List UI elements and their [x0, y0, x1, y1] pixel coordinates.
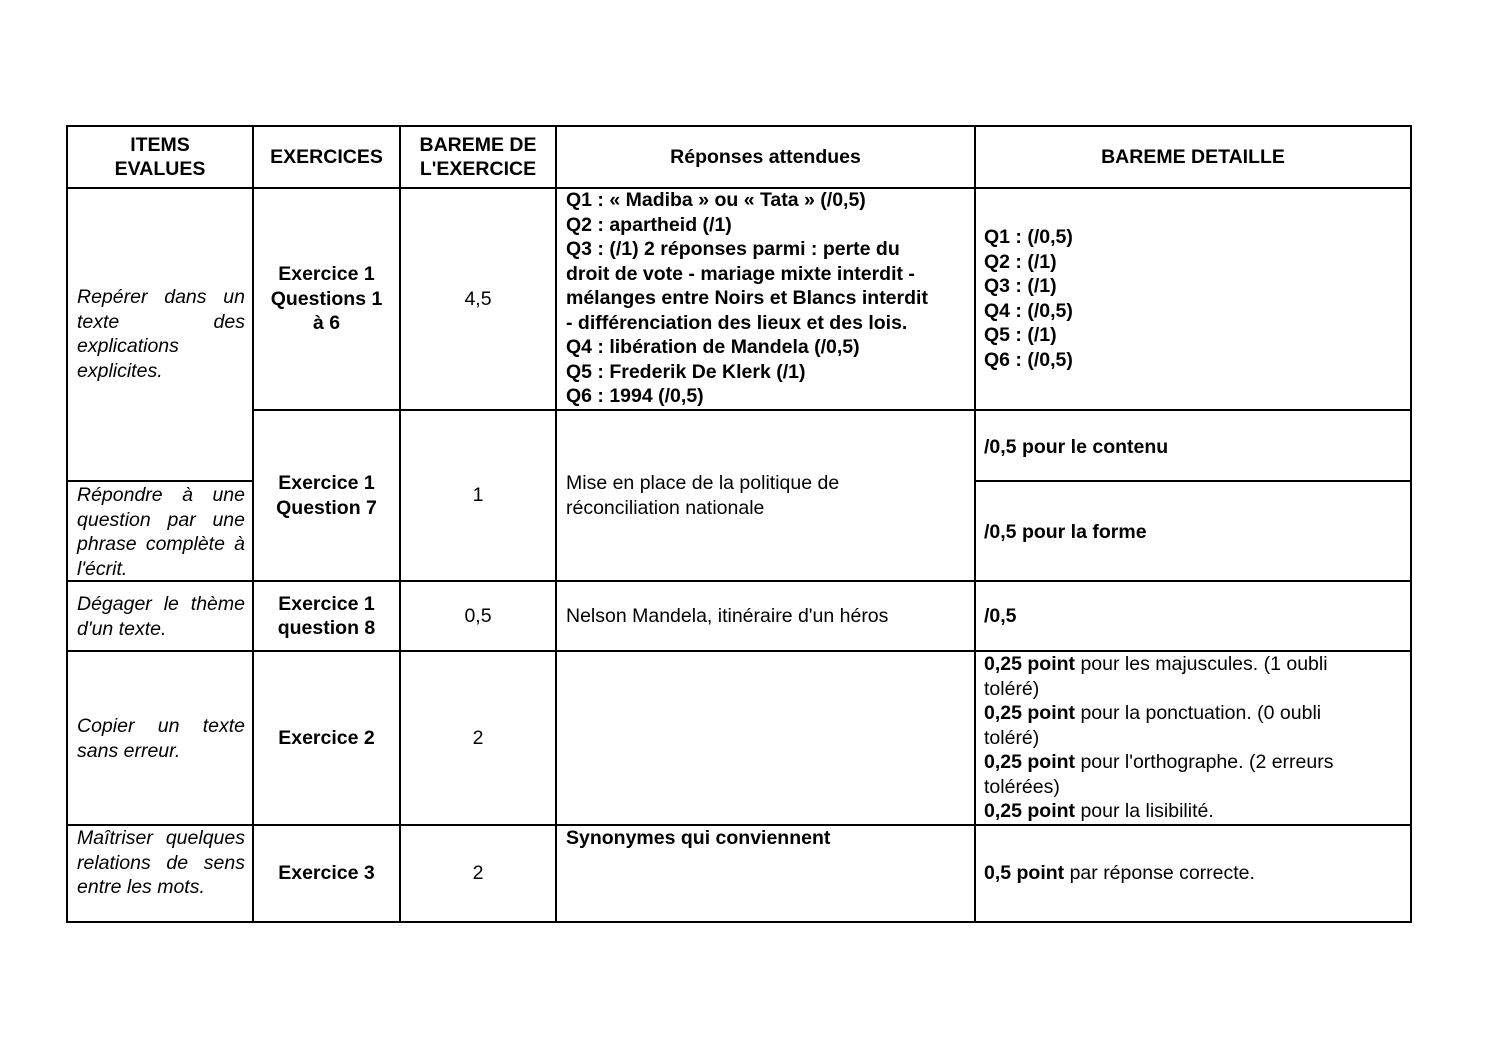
detail-row5: 0,5 point par réponse correcte.	[984, 862, 1255, 885]
exercice-1-q8: Exercice 1 question 8	[277, 592, 376, 639]
header-items-evalues: ITEMS EVALUES	[114, 133, 206, 180]
item-reperer: Repérer dans un texte des explications explicites.	[77, 286, 245, 382]
exercice-1-q1-6: Exercice 1 Questions 1 à 6	[270, 263, 383, 335]
detail-row4: 0,25 point pour les majuscules. (1 oubli toléré) 0,25 point pour la ponctuation. (0 oubli toléré) 0,25 point pour l'orthographe. (2 erreurs tolérées) 0,25 point pour la lisibilité.	[984, 653, 1334, 822]
header-reponses-attendues: Réponses attendues	[670, 145, 861, 168]
reponses-row1: Q1 : « Madiba » ou « Tata » (/0,5) Q2 : apartheid (/1) Q3 : (/1) 2 réponses parmi : perte du droit de vote - mariage mixte interdit - mélanges entre Noirs et Blancs interdit - différenciation des lieux et des lois. Q4 : libération de Mandela (/0,5) Q5 : Frederik De Klerk (/1) Q6 : 1994 (/0,5)	[566, 189, 928, 407]
reponses-row5: Synonymes qui conviennent	[566, 827, 831, 849]
detail-forme: /0,5 pour la forme	[984, 521, 1147, 543]
detail-row1: Q1 : (/0,5) Q2 : (/1) Q3 : (/1) Q4 : (/0,5) Q5 : (/1) Q6 : (/0,5)	[984, 226, 1073, 371]
bareme-row4: 2	[472, 726, 484, 749]
detail-contenu: /0,5 pour le contenu	[984, 436, 1169, 458]
item-degager: Dégager le thème d'un texte.	[77, 593, 245, 640]
reponses-row3: Nelson Mandela, itinéraire d'un héros	[566, 604, 889, 627]
exercice-1-q7: Exercice 1 Question 7	[276, 472, 377, 519]
bareme-row1: 4,5	[464, 287, 492, 310]
item-repondre: Répondre à une question par une phrase complète à l'écrit.	[77, 484, 245, 580]
detail-row3: /0,5	[984, 604, 1017, 627]
bareme-row3: 0,5	[464, 604, 492, 627]
grading-table	[66, 125, 1412, 923]
exercice-3: Exercice 3	[278, 862, 375, 885]
exercice-2: Exercice 2	[278, 726, 375, 749]
header-bareme-exercice: BAREME DE L'EXERCICE	[419, 133, 537, 180]
bareme-row5: 2	[472, 862, 484, 885]
reponses-row2: Mise en place de la politique de réconciliation nationale	[566, 472, 840, 519]
header-exercices: EXERCICES	[270, 145, 383, 168]
item-maitriser: Maîtriser quelques relations de sens entre les mots.	[77, 827, 245, 898]
bareme-row2: 1	[472, 484, 484, 507]
item-copier: Copier un texte sans erreur.	[77, 715, 245, 762]
header-bareme-detaille: BAREME DETAILLE	[1101, 145, 1285, 168]
